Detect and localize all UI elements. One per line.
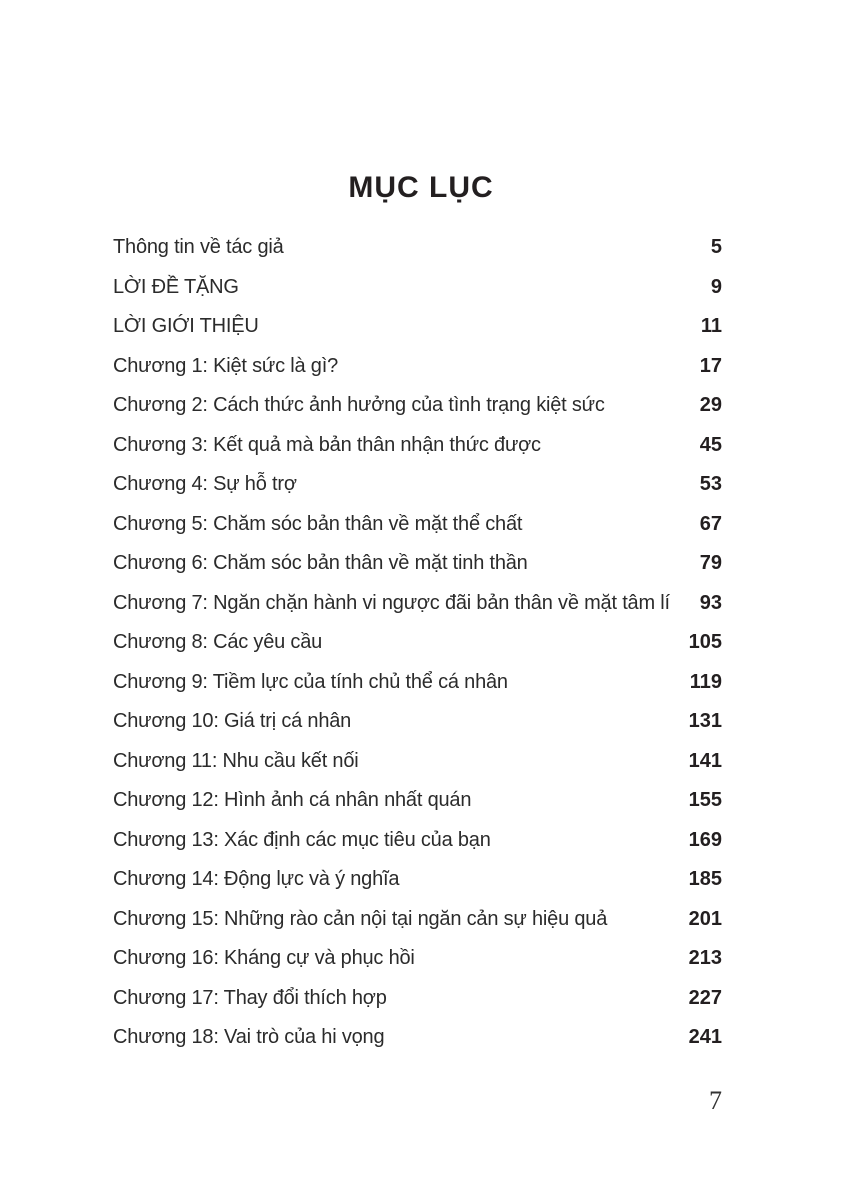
toc-entry-page-number: 169 [688, 828, 722, 851]
toc-entry-page-number: 141 [688, 749, 722, 772]
toc-entry [113, 347, 722, 387]
toc-entry [113, 860, 722, 900]
toc-entry-label: LỜI GIỚI THIỆU [113, 315, 259, 338]
toc-entry [113, 979, 722, 1019]
toc-entry [113, 939, 722, 979]
toc-entry [113, 702, 722, 742]
toc-entry [113, 505, 722, 545]
toc-entry-page-number: 17 [699, 354, 722, 377]
toc-entry-label: Chương 2: Cách thức ảnh hưởng của tình trạng kiệt sức [113, 394, 605, 417]
toc-entry-label: Chương 8: Các yêu cầu [113, 631, 323, 654]
toc-entry [113, 1018, 722, 1058]
toc-entry [113, 821, 722, 861]
toc-entry-label: LỜI ĐỀ TẶNG [113, 275, 239, 298]
toc-entry-label: Chương 7: Ngăn chặn hành vi ngược đãi bản thân về mặt tâm lí [113, 591, 670, 614]
toc-entry-page-number: 9 [710, 275, 722, 298]
toc-entry-label: Chương 13: Xác định các mục tiêu của bạn [113, 828, 491, 851]
toc-entry-page-number: 53 [699, 473, 722, 496]
toc-entry [113, 228, 722, 268]
toc-entry-label: Chương 10: Giá trị cá nhân [113, 710, 352, 733]
page-title: MỤC LỤC [348, 171, 494, 205]
toc-entry-label: Chương 18: Vai trò của hi vọng [113, 1026, 385, 1049]
toc-entry [113, 386, 722, 426]
toc-entry-page-number: 29 [699, 394, 722, 417]
toc-entry-page-number: 45 [699, 433, 722, 456]
toc-entry-label: Chương 5: Chăm sóc bản thân về mặt thể chất [113, 512, 523, 535]
toc-entry [113, 900, 722, 940]
toc-entry-page-number: 155 [688, 789, 722, 812]
toc-entry-label: Chương 6: Chăm sóc bản thân về mặt tinh thần [113, 552, 528, 575]
toc-entry-label: Thông tin về tác giả [113, 236, 284, 259]
table-of-contents [113, 228, 722, 1058]
toc-entry-page-number: 79 [699, 552, 722, 575]
toc-entry-page-number: 201 [688, 907, 722, 930]
toc-entry-page-number: 5 [710, 236, 722, 259]
toc-entry-page-number: 131 [688, 710, 722, 733]
toc-entry-label: Chương 1: Kiệt sức là gì? [113, 354, 339, 377]
toc-entry-page-number: 185 [688, 868, 722, 891]
toc-entry-page-number: 11 [700, 315, 722, 338]
toc-entry-label: Chương 16: Kháng cự và phục hồi [113, 947, 415, 970]
toc-entry-page-number: 119 [689, 670, 722, 693]
toc-entry [113, 307, 722, 347]
toc-entry-page-number: 227 [688, 986, 722, 1009]
folio-page-number: 7 [709, 1086, 722, 1115]
toc-entry [113, 465, 722, 505]
toc-entry-label: Chương 12: Hình ảnh cá nhân nhất quán [113, 789, 472, 812]
toc-entry [113, 584, 722, 624]
toc-entry-page-number: 93 [699, 591, 722, 614]
toc-entry-label: Chương 15: Những rào cản nội tại ngăn cản sự hiệu quả [113, 907, 608, 930]
toc-entry-label: Chương 14: Động lực và ý nghĩa [113, 868, 400, 891]
toc-entry [113, 426, 722, 466]
toc-entry [113, 663, 722, 703]
toc-entry [113, 268, 722, 308]
toc-entry-page-number: 105 [688, 631, 722, 654]
toc-entry-label: Chương 17: Thay đổi thích hợp [113, 986, 387, 1009]
toc-entry-label: Chương 9: Tiềm lực của tính chủ thể cá nhân [113, 670, 508, 693]
toc-entry-page-number: 67 [699, 512, 722, 535]
toc-entry-label: Chương 11: Nhu cầu kết nối [113, 749, 359, 772]
toc-entry [113, 623, 722, 663]
toc-entry-label: Chương 4: Sự hỗ trợ [113, 473, 297, 496]
toc-entry [113, 544, 722, 584]
toc-entry [113, 781, 722, 821]
toc-entry-label: Chương 3: Kết quả mà bản thân nhận thức được [113, 433, 541, 456]
toc-entry-page-number: 213 [688, 947, 722, 970]
toc-entry-page-number: 241 [688, 1026, 722, 1049]
toc-entry [113, 742, 722, 782]
